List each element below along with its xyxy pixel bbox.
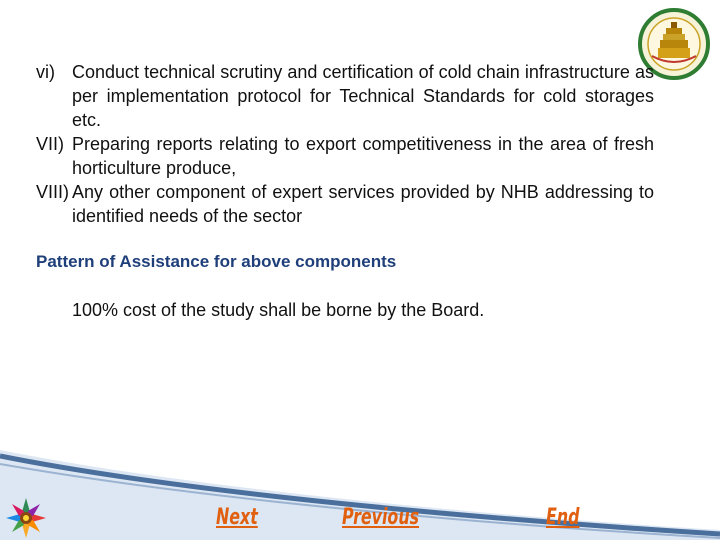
list-item-text: Preparing reports relating to export competitiveness in the area of fresh horticulture produce, bbox=[72, 134, 654, 178]
list-item-text: Any other component of expert services provided by NHB addressing to identified needs of the sector bbox=[72, 182, 654, 226]
list-item bbox=[36, 60, 654, 132]
assistance-text: 100% cost of the study shall be borne by the Board. bbox=[72, 300, 485, 320]
list-item bbox=[36, 180, 654, 228]
previous-link[interactable]: Previous bbox=[342, 505, 420, 530]
list-item-number: VII) bbox=[36, 134, 65, 154]
next-link[interactable]: Next bbox=[216, 505, 258, 530]
list-item-text: Conduct technical scrutiny and certification of cold chain infrastructure as per implementation protocol for Technical Standards for cold storages etc. bbox=[72, 62, 654, 130]
expert-services-list bbox=[36, 60, 654, 228]
end-link[interactable]: End bbox=[546, 505, 580, 530]
list-item-number: vi) bbox=[36, 62, 55, 82]
list-item bbox=[36, 132, 654, 180]
organisation-logo-icon bbox=[2, 494, 50, 538]
section-heading: Pattern of Assistance for above components bbox=[36, 252, 397, 271]
list-item-number: VIII) bbox=[36, 182, 70, 202]
